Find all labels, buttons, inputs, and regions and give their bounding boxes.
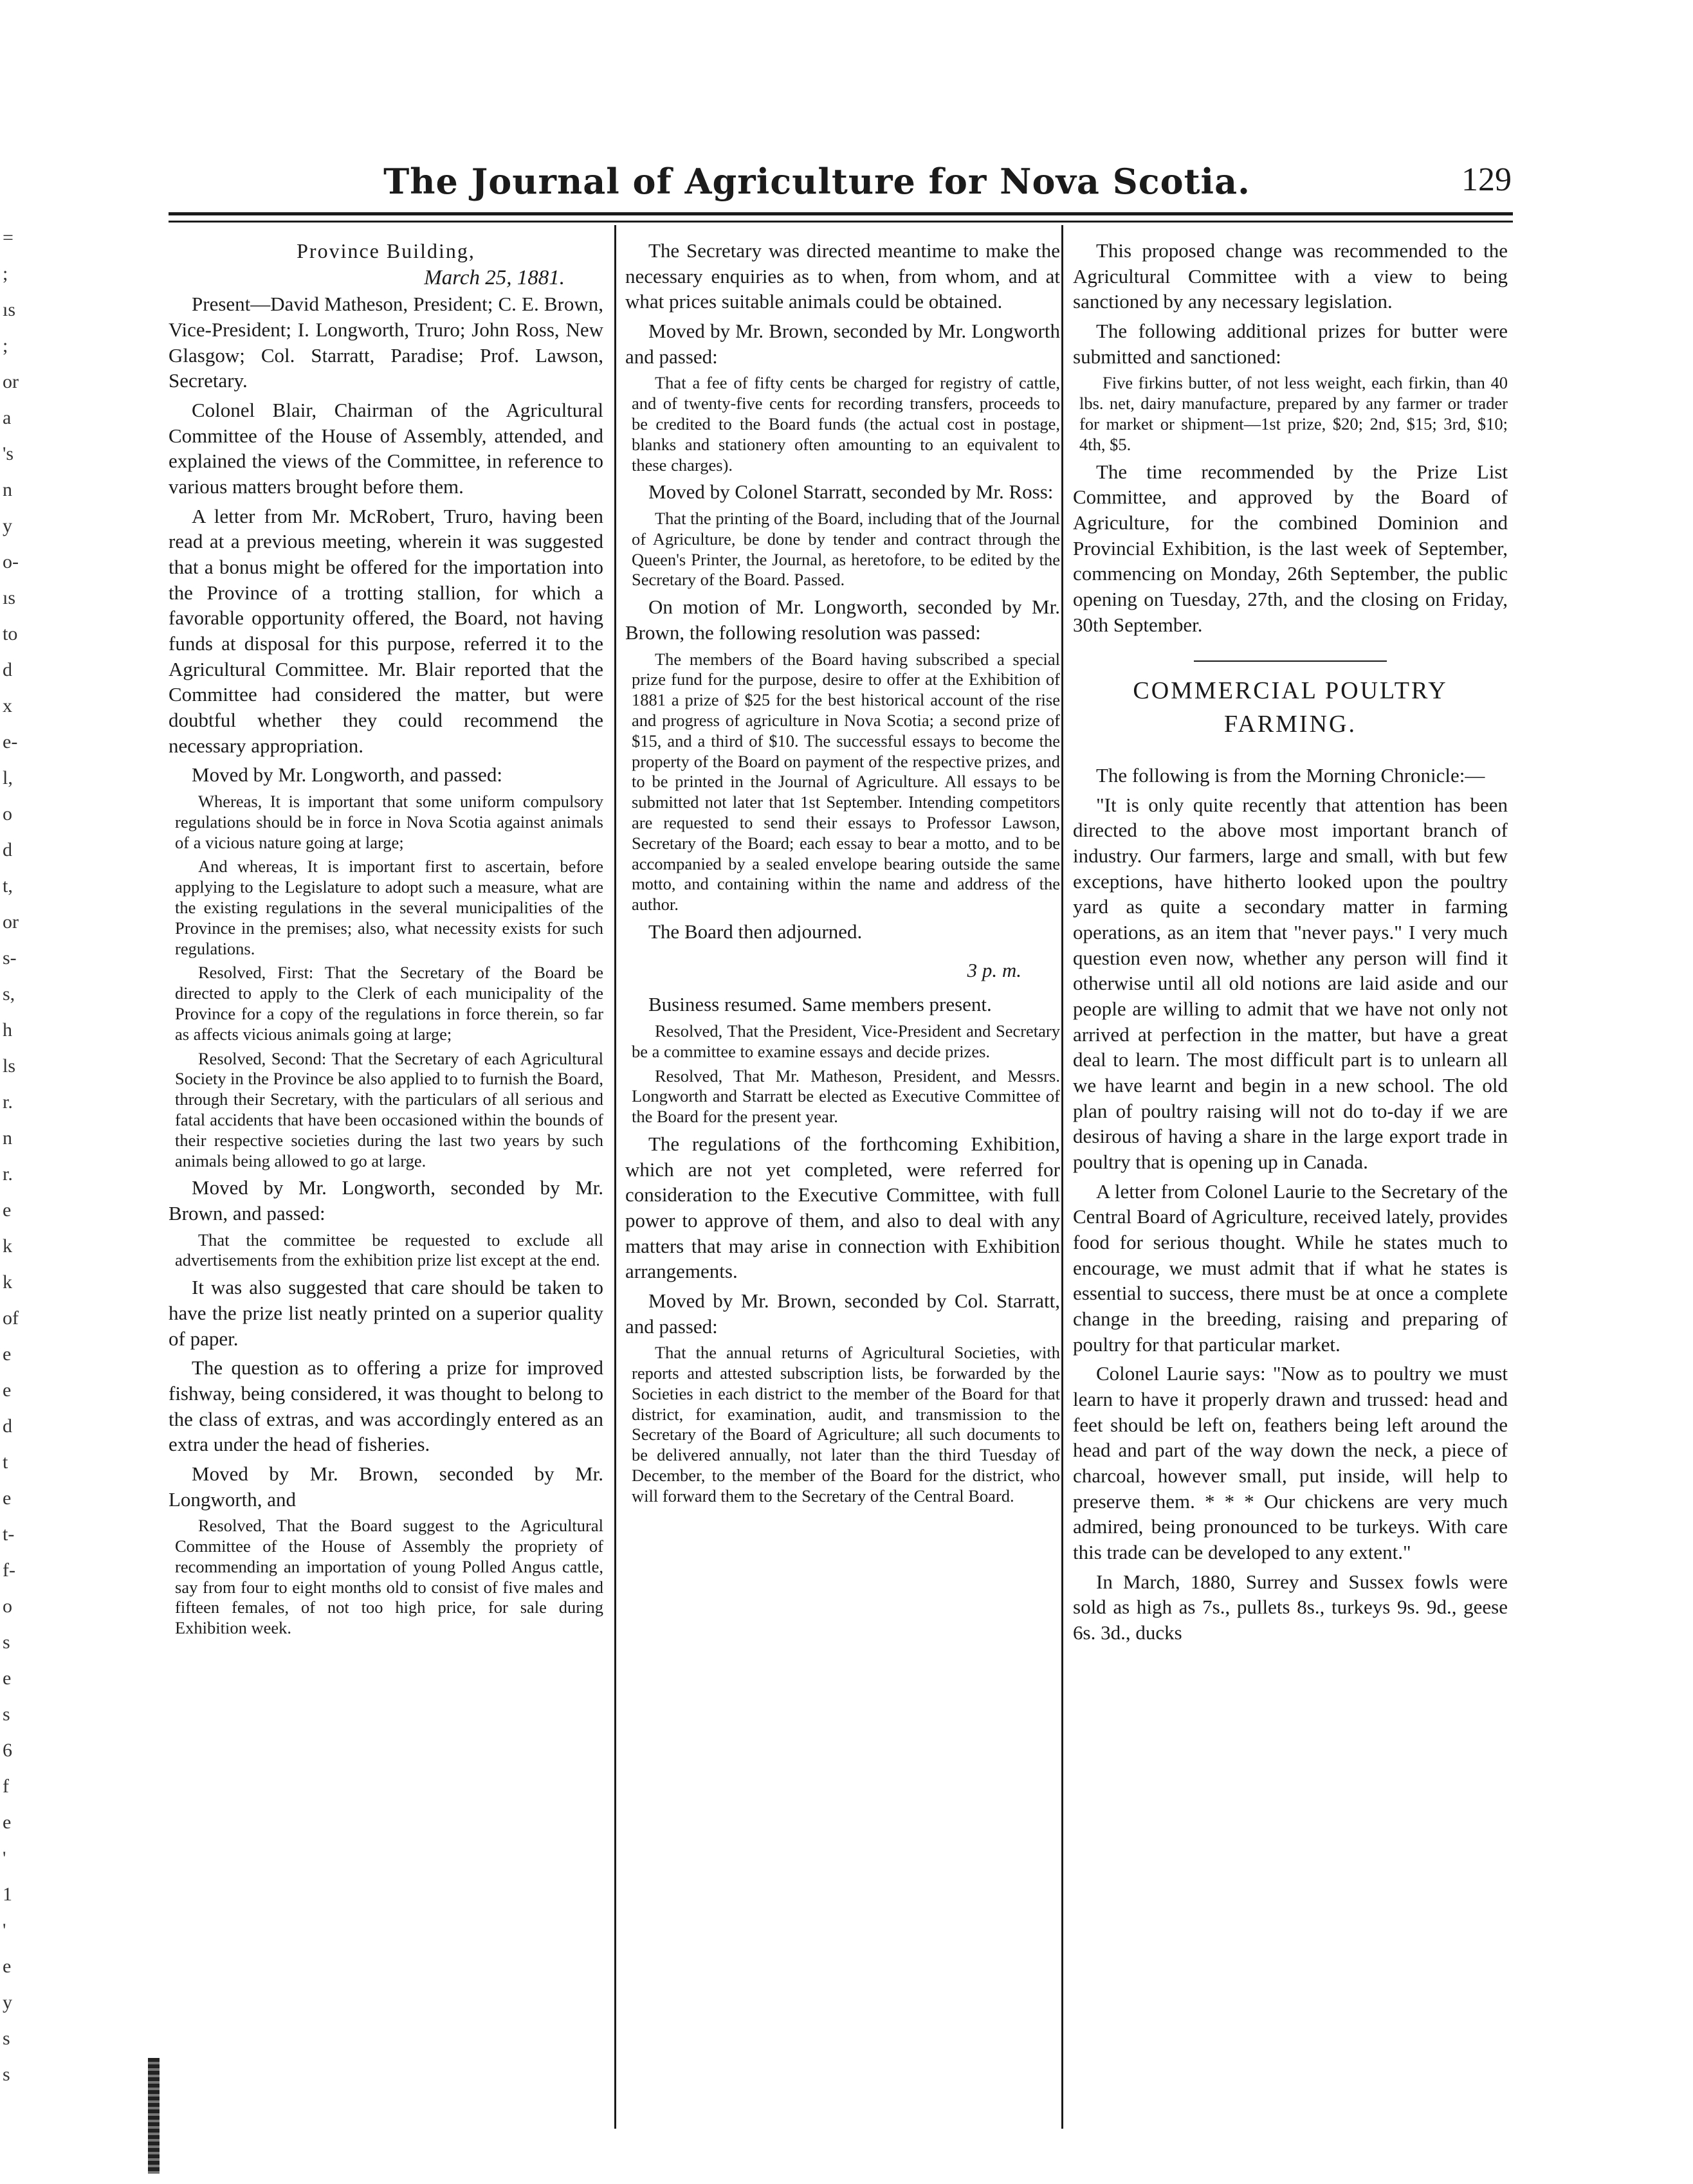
margin-fragment: f- bbox=[3, 1560, 15, 1581]
margin-fragment: d bbox=[3, 659, 12, 680]
paragraph: This proposed change was recommended to the Agricultural Committee with a view to being sanctioned by any necessary legislation. bbox=[1073, 239, 1508, 313]
resolution-text: Resolved, That the Board suggest to the Agricultural Committee of the House of Assembly the propriety of recommending an importation of young Polled Angus cattle, say from four to eight months old to consist of five males and fifteen females, of not too high price, for sale during Exhibition week. bbox=[175, 1516, 603, 1638]
paragraph: Business resumed. Same members present. bbox=[648, 993, 992, 1016]
paragraph: The following is from the Morning Chronicle:— bbox=[1096, 763, 1485, 787]
margin-fragment: e bbox=[3, 1668, 12, 1689]
resolution-text: That the printing of the Board, including that of the Journal of Agriculture, be done by tender and contract through the Queen's Printer, the Journal, as heretofore, to be edited by the Secretary of the Board. Passed. bbox=[632, 509, 1060, 590]
resolution-text: Resolved, Second: That the Secretary of each Agricultural Society in the Province be also applied to to furnish the Board, through their Secretary, with the particulars of all serious and fatal accidents that have been occasioned within the bounds of their respective societies during the last two years by such animals being allowed to go at large. bbox=[175, 1048, 603, 1170]
journal-title: The Journal of Agriculture for Nova Scotia. bbox=[383, 161, 1250, 202]
margin-fragment: ; bbox=[3, 335, 8, 356]
paragraph: Present—David Matheson, President; C. E. Brown, Vice-President; I. Longworth, Truro; John Ross, New Glasgow; Col. Starratt, Paradise; Prof. Lawson, Secretary. bbox=[169, 293, 603, 392]
resolution-text: Whereas, It is important that some uniform compulsory regulations should be in force in Nova Scotia against animals of a vicious nature going at large; bbox=[175, 791, 603, 852]
margin-fragment: o- bbox=[3, 551, 19, 572]
column-divider-1 bbox=[614, 225, 616, 2129]
margin-fragment: or bbox=[3, 911, 19, 933]
margin-fragment: r. bbox=[3, 1091, 13, 1113]
paragraph: Moved by Mr. Brown, seconded by Mr. Longworth and passed: bbox=[625, 320, 1060, 368]
paragraph: Moved by Mr. Brown, seconded by Col. Starratt, and passed: bbox=[625, 1289, 1060, 1338]
margin-fragment: y bbox=[3, 515, 12, 536]
margin-fragment: d bbox=[3, 839, 12, 860]
paragraph: The question as to offering a prize for improved fishway, being considered, it was thought to belong to the class of extras, and was accordingly entered as an extra under the head of fisheries. bbox=[169, 1356, 603, 1456]
margin-fragment: e bbox=[3, 1488, 12, 1509]
paragraph: The following additional prizes for butter were submitted and sanctioned: bbox=[1073, 320, 1508, 368]
margin-fragment: ' bbox=[3, 1920, 6, 1941]
meeting-heading bbox=[169, 238, 603, 291]
margin-fragment: = bbox=[3, 227, 14, 248]
paragraph: The regulations of the forthcoming Exhibition, which are not yet completed, were referred for consideration to the Executive Committee, with full power to approve of them, and also to deal with any matters that may arise in connection with Exhibition arrangements. bbox=[625, 1132, 1060, 1283]
margin-fragment: h bbox=[3, 1019, 12, 1041]
margin-fragment: k bbox=[3, 1235, 12, 1257]
margin-fragment: 's bbox=[3, 443, 14, 464]
margin-fragment: t- bbox=[3, 1524, 15, 1545]
margin-fragment: t bbox=[3, 1451, 8, 1473]
column-2 bbox=[625, 238, 1060, 2129]
margin-fragment: ıs bbox=[3, 299, 16, 320]
paragraph: Moved by Mr. Brown, seconded by Mr. Longworth, and bbox=[169, 1462, 603, 1511]
paragraph: The time recommended by the Prize List Committee, and approved by the Board of Agriculture, for the combined Dominion and Provincial Exhibition, is the last week of September, commencing on Monday, 26th September, the public opening on Tuesday, 27th, and the closing on Friday, 30th September. bbox=[1073, 460, 1508, 636]
resolution-text: Five firkins butter, of not less weight, each firkin, than 40 lbs. net, dairy manufacture, prepared by any farmer or trader for market or shipment—1st prize, $20; 2nd, $15; 3rd, $10; 4th, $5. bbox=[1079, 373, 1508, 454]
paragraph: A letter from Mr. McRobert, Truro, having been read at a previous meeting, wherein it was suggested that a bonus might be offered for the importation into the Province of a trotting stallion, for which a favorable opportunity offered, the Board, not having funds at disposal for this purpose, referred it to the Agricultural Committee. Mr. Blair reported that the Committee had considered the matter, but were doubtful whether they could recommend the necessary appropriation. bbox=[169, 504, 603, 757]
header-rule-top bbox=[169, 212, 1513, 215]
resolution-text: That a fee of fifty cents be charged for registry of cattle, and of twenty-five cents for recording transfers, proceeds to be credited to the Board funds (the actual cost in postage, blanks and stationery often amounting to an equivalent to these charges). bbox=[632, 373, 1060, 475]
margin-fragment: s bbox=[3, 2064, 10, 2085]
header-rule-bottom bbox=[169, 221, 1513, 223]
resolution-text: The members of the Board having subscribed a special prize fund for the purpose, desire to offer at the Exhibition of 1881 a prize of $25 for the best historical account of the rise and progress of agriculture in Nova Scotia; a second prize of $15, and a third of $10. The successful essays to become the property of the Board on payment of the respective prizes, and to be printed in the Journal of Agriculture. All essays to be submitted not later that 1st September. Intending competitors are requested to send their essays to Professor Lawson, Secretary of the Board; each essay to bear a motto, and to be accompanied by a sealed envelope bearing outside the same motto, and containing within the name and address of the author. bbox=[632, 649, 1060, 915]
margin-fragment: e bbox=[3, 1343, 12, 1365]
resolution-text: And whereas, It is important first to ascertain, before applying to the Legislature to adopt such a measure, what are the existing regulations in the several municipalities of the Province in the premises; also, what necessity exists for such regulations. bbox=[175, 857, 603, 958]
margin-fragment: d bbox=[3, 1415, 12, 1437]
margin-fragment: f bbox=[3, 1776, 9, 1797]
margin-fragment: 6 bbox=[3, 1740, 12, 1761]
column-1 bbox=[169, 238, 603, 2129]
margin-fragment: of bbox=[3, 1307, 19, 1329]
margin-fragment: s, bbox=[3, 983, 15, 1005]
resolution-text: Resolved, That Mr. Matheson, President, and Messrs. Longworth and Starratt be elected as Executive Committee of the Board for the present year. bbox=[632, 1066, 1060, 1127]
margin-fragment: e- bbox=[3, 731, 18, 752]
margin-fragment: k bbox=[3, 1271, 12, 1293]
paragraph: "It is only quite recently that attention has been directed to the above most important branch of industry. Our farmers, large and small, with but few exceptions, have hitherto looked upon the poultry yard as quite a secondary matter in farming operations, as an item that "never pays." I very much question even now, whether any person will find it otherwise until all old notions are laid aside and our people are willing to admit that we have not only not arrived at perfection in the matter, but have a great deal to learn. The most difficult part is to unlearn all we have learnt and begin in a new school. The old plan of poultry raising will not do to-day if we are desirous of having a share in the large export trade in poultry that is opening up in Canada. bbox=[1073, 793, 1508, 1173]
margin-fragment: y bbox=[3, 1992, 12, 2013]
margin-fragment: r. bbox=[3, 1163, 13, 1185]
resolution-text: Resolved, First: That the Secretary of the Board be directed to apply to the Clerk of each municipality of the Province for a copy of the regulations in force therein, so far as affects vicious animals going at large; bbox=[175, 963, 603, 1044]
margin-fragment: o bbox=[3, 803, 12, 824]
margin-fragment: n bbox=[3, 479, 12, 500]
meeting-place: Province Building, bbox=[297, 239, 475, 262]
article-title bbox=[1073, 675, 1508, 741]
margin-fragment: l, bbox=[3, 767, 13, 788]
resolution-text: That the committee be requested to exclude all advertisements from the exhibition prize list except at the end. bbox=[175, 1230, 603, 1270]
margin-fragment: ' bbox=[3, 1848, 6, 1869]
column-divider-2 bbox=[1061, 225, 1063, 2129]
margin-fragment: s bbox=[3, 2028, 10, 2049]
margin-fragment: to bbox=[3, 623, 18, 644]
paragraph: On motion of Mr. Longworth, seconded by Mr. Brown, the following resolution was passed: bbox=[625, 596, 1060, 644]
resolution-text: Resolved, That the President, Vice-President and Secretary be a committee to examine essays and decide prizes. bbox=[632, 1021, 1060, 1061]
article-title-line-1: COMMERCIAL POULTRY bbox=[1133, 677, 1448, 705]
paragraph: A letter from Colonel Laurie to the Secretary of the Central Board of Agriculture, received lately, provides food for serious thought. While he states much to encourage, we must admit that if what he states is essential to success, there must be at once a complete change in the breeding, raising and preparing of poultry for that particular market. bbox=[1073, 1179, 1508, 1356]
paragraph: Colonel Laurie says: "Now as to poultry we must learn to have it properly drawn and trussed: head and feet should be left on, feathers being left around the head and part of the way down the neck, a piece of charcoal, however small, put inside, will help to preserve them. * * * Our chickens are very much admired, being pronounced to be turkeys. With care this trade can be developed to any extent." bbox=[1073, 1362, 1508, 1563]
margin-fragment: ; bbox=[3, 263, 8, 284]
column-3 bbox=[1073, 238, 1508, 2129]
margin-fragment: ıs bbox=[3, 587, 16, 608]
paragraph: In March, 1880, Surrey and Sussex fowls were sold as high as 7s., pullets 8s., turkeys 9s. 9d., geese 6s. 3d., ducks bbox=[1073, 1570, 1508, 1644]
margin-fragment: s bbox=[3, 1632, 10, 1653]
section-divider bbox=[1194, 660, 1387, 662]
margin-fragment: s bbox=[3, 1704, 10, 1725]
margin-fragment: t, bbox=[3, 875, 13, 896]
paragraph: The Secretary was directed meantime to make the necessary enquiries as to when, from whom, and at what prices suitable animals could be obtained. bbox=[625, 239, 1060, 313]
margin-fragment: e bbox=[3, 1812, 12, 1833]
margin-fragment: 1 bbox=[3, 1884, 12, 1905]
paragraph: It was also suggested that care should be taken to have the prize list neatly printed on a superior quality of paper. bbox=[169, 1276, 603, 1350]
margin-fragment: e bbox=[3, 1379, 12, 1401]
margin-fragment: ls bbox=[3, 1055, 16, 1077]
margin-fragment: s- bbox=[3, 947, 17, 969]
meeting-date: March 25, 1881. bbox=[424, 266, 565, 289]
resolution-text: That the annual returns of Agricultural Societies, with reports and attested subscription lists, be forwarded by the Societies in each district to the member of the Board for that district, for examination, audit, and transmission to the Secretary of the Board of Agriculture; all such documents to be delivered annually, not later than the third Tuesday of December, to the member of the Board for the district, who will forward them to the Secretary of the Central Board. bbox=[632, 1343, 1060, 1506]
paragraph: Moved by Mr. Longworth, and passed: bbox=[192, 763, 503, 787]
paragraph: Moved by Colonel Starratt, seconded by Mr. Ross: bbox=[648, 480, 1054, 504]
margin-fragment: a bbox=[3, 407, 12, 428]
margin-fragment: e bbox=[3, 1956, 12, 1977]
margin-fragment: o bbox=[3, 1596, 12, 1617]
margin-fragment: e bbox=[3, 1199, 12, 1221]
page-number: 129 bbox=[1461, 161, 1512, 198]
margin-fragment: or bbox=[3, 371, 19, 392]
article-title-line-2: FARMING. bbox=[1224, 710, 1357, 738]
margin-fragment: n bbox=[3, 1127, 12, 1149]
paragraph: Colonel Blair, Chairman of the Agricultural Committee of the House of Assembly, attended, and explained the views of the Committee, in reference to various matters brought before them. bbox=[169, 398, 603, 498]
margin-fragment: x bbox=[3, 695, 12, 716]
scan-artifact bbox=[148, 2058, 160, 2174]
paragraph: The Board then adjourned. bbox=[648, 920, 863, 943]
session-time: 3 p. m. bbox=[967, 958, 1021, 981]
paragraph: Moved by Mr. Longworth, seconded by Mr. Brown, and passed: bbox=[169, 1176, 603, 1224]
